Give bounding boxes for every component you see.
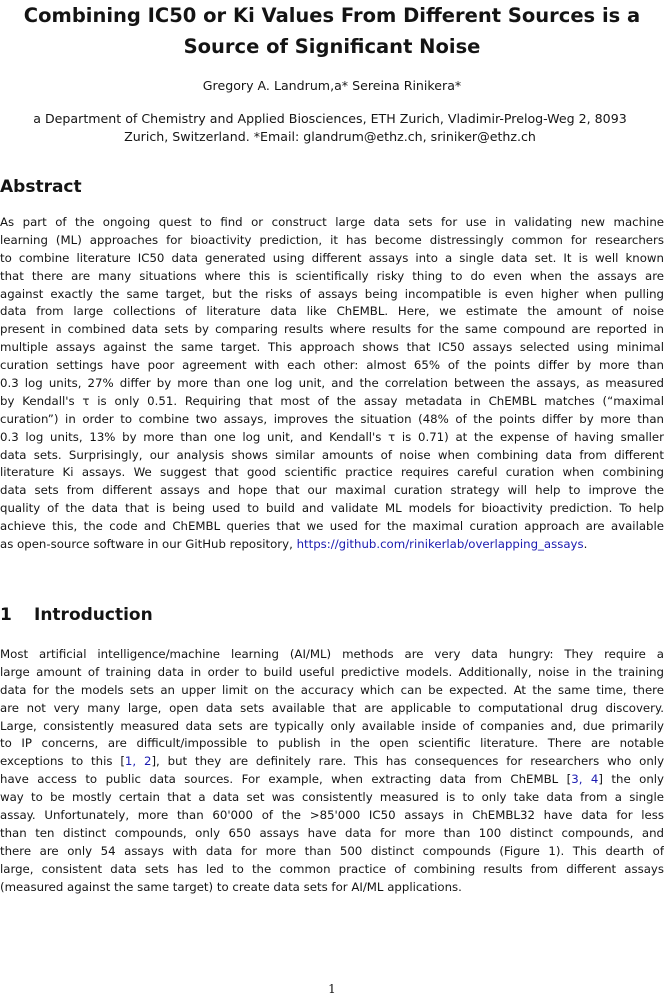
abstract-line: learning (ML) approaches for bioactivity prediction, it has become distressingly common for researchers [0, 232, 664, 247]
affiliation [4, 110, 656, 146]
intro-line: assay. Unfortunately, more than 60'000 of the >85'000 IC50 assays in ChEMBL32 have data for less [0, 808, 664, 823]
citation[interactable]: 3, 4 [571, 772, 599, 787]
abstract-line: data sets from different assays and hope that our maximal curation strategy will help to improve the [0, 483, 664, 498]
introduction-text [0, 646, 664, 896]
intro-line: Most artificial intelligence/machine learning (AI/ML) methods are very data hungry: They require a [0, 647, 664, 661]
abstract-last-line [0, 536, 664, 554]
intro-line: large, consistent data sets has led to the common practice of combining results from different assays [0, 861, 664, 876]
abstract-line: data from large collections of literature data like ChEMBL. Here, we estimate the amount of noise [0, 304, 664, 319]
intro-line: there are only 54 assays with data for more than 500 distinct compounds (Figure 1). This dearth of [0, 843, 664, 858]
abstract-line: achieve this, the code and ChEMBL queries that we used for the maximal curation approach are available [0, 519, 664, 534]
abstract-line: that there are many situations where this is scientifically risky thing to do even when the assays are [0, 268, 664, 283]
abstract-line: to combine literature IC50 data generated using different assays into a single data set. It is well known [0, 250, 664, 265]
abstract-line: multiple assays against the same target. This approach shows that IC50 assays selected using minimal [0, 340, 664, 355]
intro-line: exceptions to this [1, 2], but they are definitely rare. This has consequences for researchers who only [0, 754, 664, 769]
abstract-end-punct: . [583, 537, 588, 552]
intro-line: way to be mostly certain that a data set was consistently measured is to only take data from a single [0, 790, 664, 805]
author-list: Gregory A. Landrum,a* Sereina Rinikera* [202, 78, 462, 93]
abstract-heading: Abstract [0, 177, 82, 197]
introduction-heading [0, 604, 153, 626]
abstract-line: by Kendall's τ is only 0.51. Requiring that most of the assay metadata in ChEMBL matches (“maximal [0, 393, 664, 408]
abstract-line: 0.3 log units, 13% by more than one log unit, and Kendall's τ is 0.71) at the expense of having smaller [0, 429, 664, 444]
abstract-line: curation”) in order to combine two assays, improves the situation (48% of the points differ by more than [0, 411, 664, 426]
title-line-2: Source of Significant Noise [183, 35, 481, 58]
intro-line: data for the models sets an upper limit on the accuracy which can be expected. At the same time, there [0, 682, 664, 697]
intro-line: than ten distinct compounds, only 650 assays have data for more than 100 distinct compounds, and [0, 825, 664, 840]
intro-line: to IP concerns, are difficult/impossible to publish in the open scientific literature. There are notable [0, 736, 664, 751]
intro-line: large amount of training data in order to build useful predictive models. Additionally, noise in the training [0, 664, 664, 679]
abstract-line: 0.3 log units, 27% differ by more than one log unit, and the correlation between the assays, as measured [0, 376, 664, 391]
abstract-line: literature Ki assays. We suggest that good scientific practice requires careful curation when combining [0, 465, 664, 480]
abstract-line: As part of the ongoing quest to find or construct large data sets for use in validating new machine [0, 215, 664, 229]
abstract-line: against exactly the same target, but the risks of assays being incompatible is even higher when pulling [0, 286, 664, 301]
github-repo-link[interactable]: https://github.com/rinikerlab/overlapping_assays [296, 537, 584, 552]
intro-line: have access to public data sources. For example, when extracting data from ChEMBL [3, 4] the only [0, 772, 664, 787]
abstract-text [0, 214, 664, 554]
intro-line: Large, consistently measured data sets are typically only available inside of companies and, due primarily [0, 718, 664, 733]
abstract-last-line-text: as open-source software in our GitHub repository, [0, 537, 297, 552]
abstract-line: curation settings have poor agreement with each other: almost 65% of the points differ by more than [0, 358, 664, 373]
affiliation-line-1: a Department of Chemistry and Applied Biosciences, ETH Zurich, Vladimir-Prelog-Weg 2, 8093 [33, 111, 627, 126]
section-number: 1 [0, 605, 12, 625]
citation[interactable]: 1, 2 [124, 754, 152, 769]
paper-title [0, 0, 664, 62]
abstract-line: present in combined data sets by comparing results where results for the same compound are reported in [0, 322, 664, 337]
affiliation-line-2: Zurich, Switzerland. *Email: glandrum@ethz.ch, sriniker@ethz.ch [124, 129, 536, 144]
abstract-line: data sets. Surprisingly, our analysis shows similar amounts of noise when combining data from different [0, 447, 664, 462]
title-line-1: Combining IC50 or Ki Values From Different Sources is a [23, 4, 641, 27]
section-title: Introduction [34, 605, 153, 625]
abstract-line: quality of the data that is being used to build and validate ML models for bioactivity prediction. To help [0, 501, 664, 516]
intro-line: are not very many large, open data sets available that are applicable to computational drug discovery. [0, 700, 664, 715]
page-number: 1 [328, 982, 336, 996]
intro-line: (measured against the same target) to create data sets for AI/ML applications. [0, 879, 462, 894]
